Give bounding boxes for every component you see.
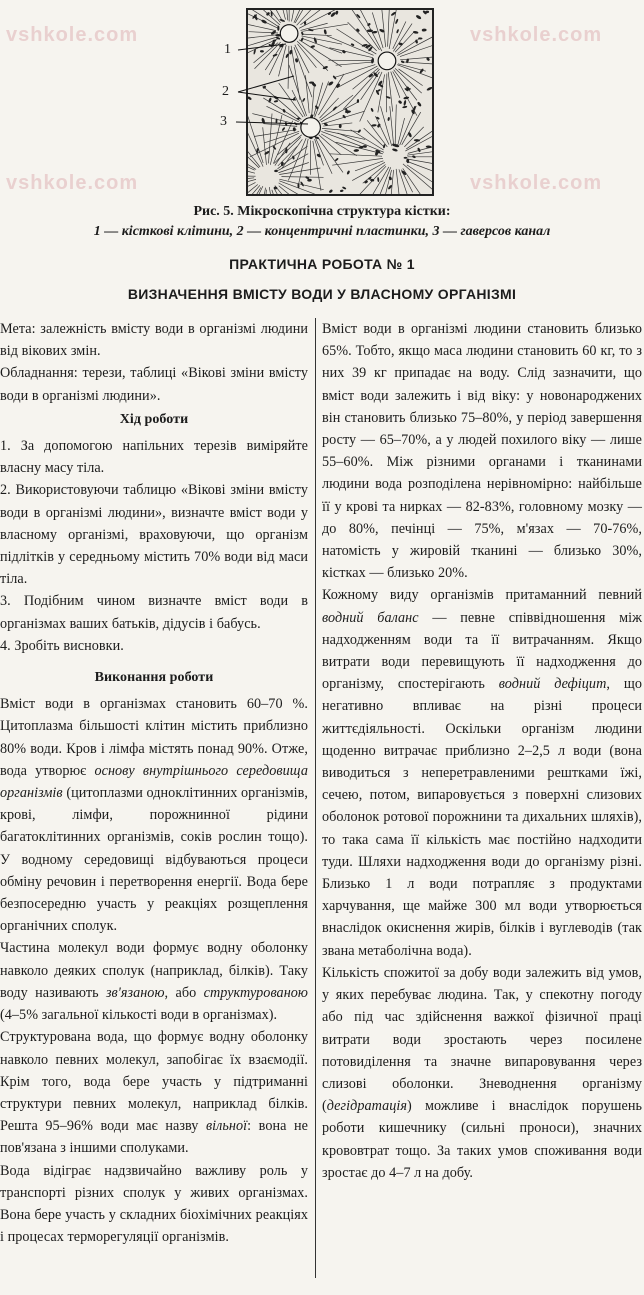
watermark: vshkole.com xyxy=(470,24,603,46)
execution-subheading: Виконання роботи xyxy=(94,670,214,686)
execution-paragraph-3: Структурована вода, що формує водну оболонку навколо певних молекул, запобігає їх взаємодії. Крім того, вода бере участь у підтриманні структури певних молекул, наприклад білків. Решта 95–96% води має назву вільної: вона не пов'язана з іншими сполуками. xyxy=(0,1029,308,1157)
water-intake-paragraph: Кількість спожитої за добу води залежить від умов, у яких перебуває людина. Так, у спекотну погоду або під час здійснення важкої фізичної праці витрати води зростають через посилене потовиділення та значне випаровування через слизові оболонки. Зневоднення організму (дегідратація) можливе і внаслідок порушень роботи кишечнику (сильні проноси), значних крововтрат тощо. За таких умов споживання води зростає до 4–7 л на добу. xyxy=(322,964,642,1181)
practical-work-title: ВИЗНАЧЕННЯ ВМІСТУ ВОДИ У ВЛАСНОМУ ОРГАНІЗМІ xyxy=(127,286,517,302)
figure-callouts xyxy=(216,40,316,170)
execution-paragraph-2: Частина молекул води формує водну оболонку навколо деяких сполук (наприклад, білків). Таку воду називають зв'язаною, або структурованою (4–5% загальної кількості води в організмах). xyxy=(0,940,308,1024)
caption-legend: 1 — кісткові клітини, 2 — концентричні пластинки, 3 — гаверсов канал xyxy=(93,224,551,239)
procedure-subheading: Хід роботи xyxy=(119,411,189,427)
execution-paragraph-1: Вміст води в організмах становить 60–70 %. Цитоплазма більшості клітин містить приблизно 80% води. Кров і лімфа містять понад 90%. Отже, вода утворює основу внутрішнього середовища організмів (цитоплазми одноклітинних організмів, крові, лімфи, порожнинної рідини багатоклітинних організмів, соків рослин тощо). У водному середовищі відбуваються процеси обміну речовин і перетворення енергії. Вода бере безпосередню участь у реакціях розщеплення органічних сполук. xyxy=(0,696,308,935)
column-divider xyxy=(315,318,316,1278)
right-column xyxy=(322,318,642,1184)
watermark: vshkole.com xyxy=(6,172,139,194)
watermark: vshkole.com xyxy=(470,172,603,194)
figure-caption xyxy=(0,202,644,242)
step-1: 1. За допомогою напільних терезів виміряйте власну масу тіла. xyxy=(0,438,308,477)
callout-lines xyxy=(216,40,316,170)
step-3: 3. Подібним чином визначте вміст води в організмах ваших батьків, дідусів і бабусь. xyxy=(0,593,308,632)
watermark: vshkole.com xyxy=(6,24,139,46)
equipment-paragraph: Обладнання: терези, таблиці «Вікові зміни вмісту води в організмі людини». xyxy=(0,365,308,404)
left-column xyxy=(0,318,308,1248)
practical-work-heading: ПРАКТИЧНА РОБОТА № 1 xyxy=(229,256,415,272)
water-balance-paragraph: Кожному виду організмів притаманний певний водний баланс — певне співвідношення між надходженням води та її витрачанням. Якщо витрати води перевищують її надходження до організму, спостерігають водний дефіцит, що негативно впливає на різні процеси життєдіяльності. Оскільки організм людини щоденно витрачає приблизно 2–2,5 л води (вона виводиться з неперетравленими рештками їжі, сечею, потом, випаровується з поверхні слизових оболонок ротової порожнини та дихальних шляхів), то така сама її кількість має постійно надходити туди. Шляхи надходження води до організму різні. Близько 1 л води потрапляє з продуктами харчування, ще майже 300 мл води утворюється внаслідок окиснення жирів, білків і вуглеводів (так звана метаболічна вода). xyxy=(322,587,642,959)
step-4: 4. Зробіть висновки. xyxy=(0,637,124,654)
callout-3: 3 xyxy=(220,114,227,129)
callout-2: 2 xyxy=(222,84,229,99)
step-2: 2. Використовуючи таблицю «Вікові зміни вмісту води в організмі людини», визначте вміст води у власному організмі, враховуючи, що організм підлітків у середньому містить 70% води від маси тіла. xyxy=(0,482,308,588)
caption-title: Рис. 5. Мікроскопічна структура кістки: xyxy=(193,204,451,219)
callout-1: 1 xyxy=(224,42,231,57)
goal-paragraph: Мета: залежність вмісту води в організмі людини від вікових змін. xyxy=(0,321,308,360)
execution-paragraph-4: Вода відіграє надзвичайно важливу роль у транспорті різних сполук у живих організмах. Вона бере участь у складних біохімічних реакціях і процесах терморегуляції організмів. xyxy=(0,1162,308,1246)
water-content-paragraph: Вміст води в організмі людини становить близько 65%. Тобто, якщо маса людини становить 60 кг, то з них 39 кг припадає на воду. Слід зазначити, що вміст води залежить і від віку: у новонароджених він становить близько 75–80%, у період завершення росту — 65–70%, а у людей похилого віку — лише 55–60%. Між різними органами і тканинами людини вода розподілена нерівномірно: найбільше її у крові та нирках — 82-83%, головному мозку — до 80%, печінці — 75%, м'язах — 70-76%, натомість у жировій тканині — близько 30%, кістках — близько 20%. xyxy=(322,321,642,582)
